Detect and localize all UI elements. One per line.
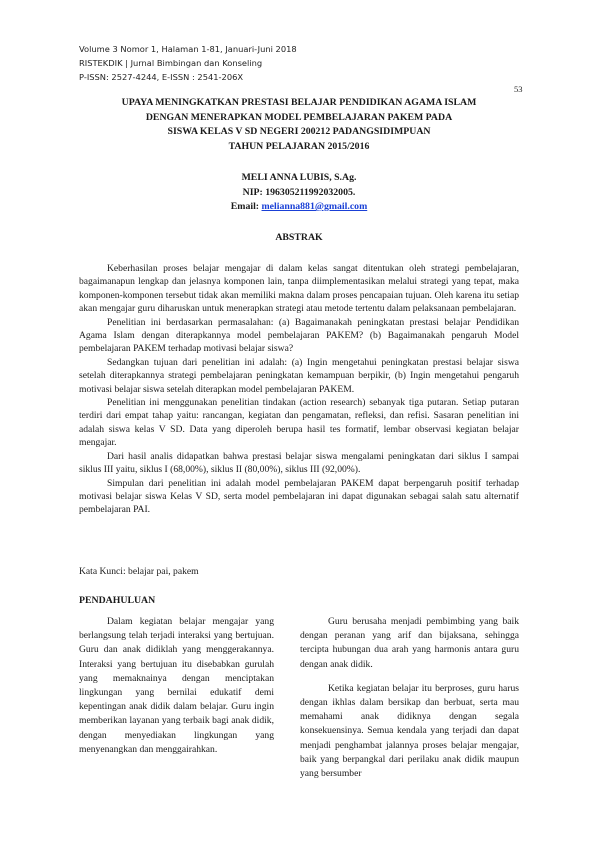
- section-heading: PENDAHULUAN: [79, 595, 156, 606]
- abstract-heading: ABSTRAK: [275, 232, 323, 243]
- paper-title: [79, 96, 519, 155]
- journal-issn-line: P-ISSN: 2527-4244, E-ISSN : 2541-206X: [79, 72, 244, 82]
- left-column: [79, 615, 274, 767]
- abstract-paragraph: Dari hasil analis didapatkan bahwa prestasi belajar siswa mengalami peningkatan dari siklus I sampai siklus III yaitu, siklus I (68,00%), siklus II (80,00%), siklus III (92,00%).: [79, 450, 519, 476]
- keywords: Kata Kunci: belajar pai, pakem: [79, 566, 199, 577]
- title-line-4: TAHUN PELAJARAN 2015/2016: [228, 141, 370, 153]
- title-line-1: UPAYA MENINGKATKAN PRESTASI BELAJAR PENDIDIKAN AGAMA ISLAM: [121, 97, 477, 108]
- author-email-row: [79, 200, 519, 215]
- title-line-3: SISWA KELAS V SD NEGERI 200212 PADANGSIDIMPUAN: [167, 126, 431, 138]
- journal-volume-line: Volume 3 Nomor 1, Halaman 1-81, Januari-Juni 2018: [79, 44, 297, 54]
- abstract-paragraph: Sedangkan tujuan dari penelitian ini adalah: (a) Ingin mengetahui peningkatan prestasi belajar siswa setelah diterapkannya strategi pembelajaran peningkatan kemampuan berpikir, (b) Ingin mengetahui pengaruh motivasi belajar siswa setelah diterapkan model pembelajaran PAKEM.: [79, 356, 519, 395]
- journal-name-line: RISTEKDIK | Jurnal Bimbingan dan Konseling: [79, 58, 263, 68]
- abstract-paragraph: Keberhasilan proses belajar mengajar di dalam kelas sangat ditentukan oleh strategi pembelajaran, bagaimanapun lengkap dan jelasnya komponen lain, tanpa diimplementasikan melalui strategi yang tepat, maka komponen-komponen tersebut tidak akan memiliki makna dalam proses pencapaian tujuan. Oleh karena itu setiap akan mengajar guru diharuskan untuk menerapkan strategi atau metode tertentu dalam pelaksanaan pembelajaran.: [79, 263, 519, 315]
- body-paragraph: Ketika kegiatan belajar itu berproses, guru harus dengan ikhlas dalam bersikap dan berbuat, serta mau memahami anak didiknya dengan segala konsekuensinya. Semua kendala yang terjadi dan dapat menjadi penghambat jalannya proses belajar mengajar, baik yang berpangkal dari perilaku anak didik maupun yang bersumber: [300, 682, 519, 780]
- author-name: MELI ANNA LUBIS, S.Ag.: [241, 172, 357, 183]
- email-link[interactable]: melianna881@gmail.com: [261, 201, 368, 212]
- abstract-body: [79, 262, 519, 517]
- abstract-paragraph: Simpulan dari penelitian ini adalah model pembelajaran PAKEM dapat berpengaruh positif terhadap motivasi belajar siswa Kelas V SD, serta model pembelajaran ini dapat digunakan sebagai salah satu alternatif pembelajaran PAI.: [79, 477, 519, 516]
- body-paragraph: Guru berusaha menjadi pembimbing yang baik dengan peranan yang arif dan bijaksana, sehingga tercipta hubungan dua arah yang harmonis antara guru dengan anak didik.: [300, 616, 519, 670]
- body-paragraph: Dalam kegiatan belajar mengajar yang berlangsung telah terjadi interaksi yang bertujuan. Guru dan anak didiklah yang menggerakannya. Interaksi yang bertujuan itu disebabkan gurulah yang memaknainya dengan menciptakan lingkungan yang bernilai edukatif demi kepentingan anak didik dalam belajar. Guru ingin memberikan layanan yang terbaik bagi anak didik, dengan menyediakan lingkungan yang menyenangkan dan menggairahkan.: [79, 616, 274, 755]
- email-label: Email:: [230, 201, 260, 212]
- author-nip: NIP: 196305211992032005.: [242, 186, 356, 198]
- abstract-paragraph: Penelitian ini berdasarkan permasalahan: (a) Bagaimanakah peningkatan prestasi belajar Pendidikan Agama Islam dengan diterapkannya model pembelajaran PAKEM? (b) Bagaimanakah pengaruh Model pembelajaran PAKEM terhadap motivasi belajar siswa?: [79, 316, 519, 355]
- right-column: [300, 615, 519, 791]
- title-line-2: DENGAN MENERAPKAN MODEL PEMBELAJARAN PAKEM PADA: [145, 111, 453, 123]
- page-number: 53: [514, 84, 523, 94]
- author-block: [79, 171, 519, 215]
- abstract-paragraph: Penelitian ini menggunakan penelitian tindakan (action research) sebanyak tiga putaran. Setiap putaran terdiri dari empat tahap yaitu: rancangan, kegiatan dan pengamatan, refleksi, dan refisi. Sasaran penelitian ini adalah siswa kelas V SD. Data yang diperoleh berupa hasil tes formatif, lembar observasi kegiatan belajar mengajar.: [79, 397, 519, 449]
